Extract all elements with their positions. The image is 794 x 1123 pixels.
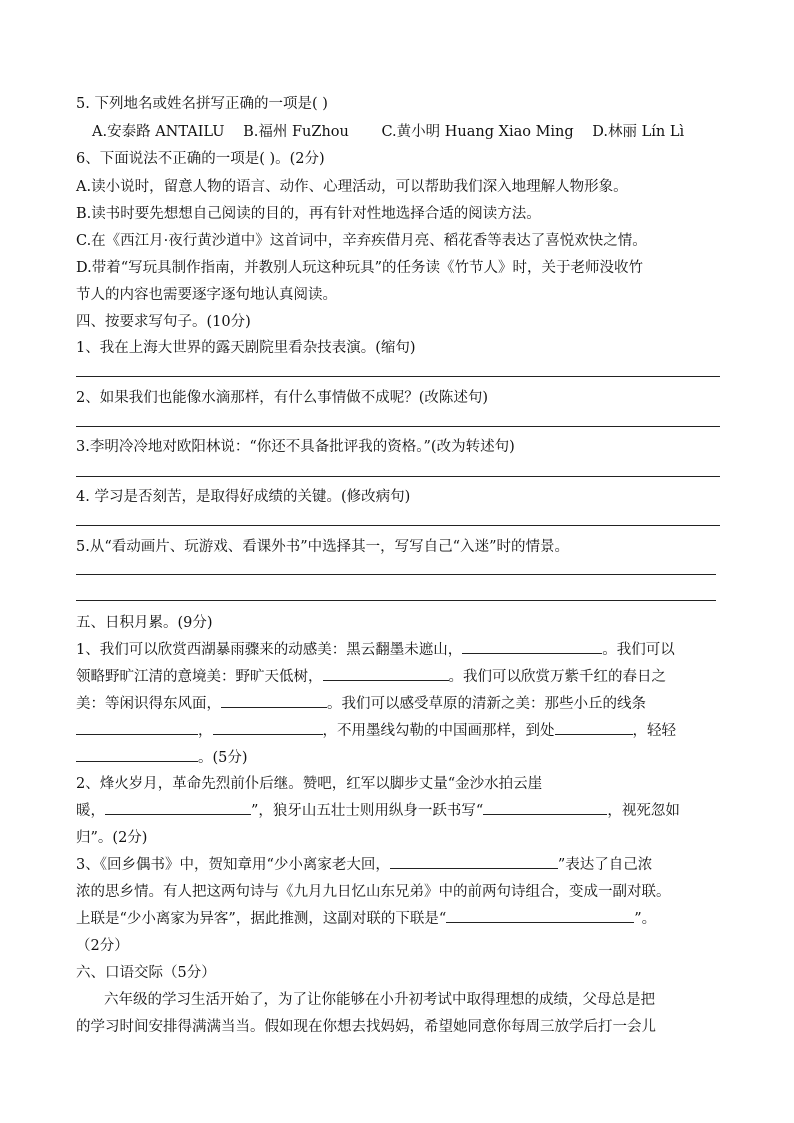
q5-option-b: B.福州 FuZhou — [243, 124, 349, 140]
section6-paragraph-line1: 六年级的学习生活开始了，为了让你能够在小升初考试中取得理想的成绩，父母总是把 — [104, 992, 655, 1008]
answer-line-4-3[interactable] — [76, 476, 720, 477]
fill-blank-1[interactable] — [462, 639, 602, 654]
q6-option-d-line2: 节人的内容也需要逐字逐句地认真阅读。 — [76, 287, 337, 303]
answer-line-4-5b[interactable] — [76, 600, 716, 601]
text: 暖， — [76, 803, 105, 819]
section4-item-3: 3.李明冷冷地对欧阳林说：“你还不具备批评我的资格。”(改为转述句) — [76, 439, 515, 455]
section4-item-2: 2、如果我们也能像水滴那样，有什么事情做不成呢？(改陈述句) — [76, 390, 489, 406]
text: ”表达了自己浓 — [557, 857, 653, 873]
section5-q2-line1: 2、烽火岁月，革命先烈前仆后继。赞吧，红军以脚步丈量“金沙水拍云崖 — [76, 776, 543, 792]
text: 1、我们可以欣赏西湖暴雨骤来的动感美：黑云翻墨未遮山， — [76, 642, 463, 658]
section4-title: 四、按要求写句子。(10分) — [76, 314, 251, 330]
section4-item-5: 5.从“看动画片、玩游戏、看课外书”中选择其一，写写自己“入迷”时的情景。 — [76, 539, 569, 555]
answer-line-4-2[interactable] — [76, 426, 720, 427]
section5-q1-line3 — [76, 692, 646, 713]
section6-title: 六、口语交际（5分） — [76, 965, 216, 981]
text: 领略野旷江清的意境美：野旷天低树， — [76, 669, 323, 685]
section5-q3-line3 — [76, 907, 656, 928]
q6-stem: 6、下面说法不正确的一项是( )。(2分) — [76, 151, 325, 167]
q5-option-d: D.林丽 Lín Lì — [592, 124, 685, 140]
section4-item-4: 4. 学习是否刻苦，是取得好成绩的关键。(修改病句) — [76, 489, 411, 505]
section5-q2-line2 — [76, 799, 680, 820]
fill-blank-7[interactable] — [76, 747, 198, 762]
answer-line-4-4[interactable] — [76, 525, 720, 526]
text: ， — [198, 723, 213, 739]
text: ，轻轻 — [632, 723, 676, 739]
q5-option-a: A.安泰路 ANTAILU — [92, 124, 225, 140]
text: ”，狼牙山五壮士则用纵身一跃书写“ — [251, 803, 484, 819]
section5-q1-line2 — [76, 665, 666, 686]
text: 。我们可以欣赏万紫千红的春日之 — [448, 669, 666, 685]
q6-option-a: A.读小说时，留意人物的语言、动作、心理活动，可以帮助我们深入地理解人物形象。 — [76, 179, 628, 195]
fill-blank-9[interactable] — [483, 800, 607, 815]
fill-blank-6[interactable] — [555, 720, 633, 735]
text: ，视死忽如 — [607, 803, 680, 819]
section5-q3-line4: （2分） — [76, 938, 129, 954]
fill-blank-5[interactable] — [213, 720, 323, 735]
q5-stem: 5. 下列地名或姓名拼写正确的一项是( ) — [76, 96, 328, 112]
q5-options — [92, 120, 684, 141]
q6-option-c: C.在《西江月·夜行黄沙道中》这首词中，辛弃疾借月亮、稻花香等表达了喜悦欢快之情。 — [76, 233, 647, 249]
section5-q3-line2: 浓的思乡情。有人把这两句诗与《九月九日忆山东兄弟》中的前两句诗组合，变成一副对联。 — [76, 884, 671, 900]
section5-q1-line1 — [76, 638, 675, 659]
section5-q2-line3: 归”。(2分) — [76, 830, 148, 846]
answer-line-4-1[interactable] — [76, 376, 720, 377]
section4-item-1: 1、我在上海大世界的露天剧院里看杂技表演。(缩句) — [76, 340, 416, 356]
fill-blank-4[interactable] — [76, 720, 198, 735]
text: ，不用墨线勾勒的中国画那样，到处 — [322, 723, 555, 739]
text: 上联是“少小离家为异客”，据此推测，这副对联的下联是“ — [76, 911, 447, 927]
section6-paragraph-line2: 的学习时间安排得满满当当。假如现在你想去找妈妈，希望她同意你每周三放学后打一会儿 — [76, 1019, 656, 1035]
section5-title: 五、日积月累。(9分) — [76, 615, 213, 631]
fill-blank-11[interactable] — [446, 908, 634, 923]
answer-line-4-5a[interactable] — [76, 574, 716, 575]
q6-option-d-line1: D.带着“写玩具制作指南，并教别人玩这种玩具”的任务读《竹节人》时，关于老师没收竹 — [76, 260, 644, 276]
text: 美：等闲识得东风面， — [76, 696, 221, 712]
section5-q3-line1 — [76, 853, 652, 874]
fill-blank-10[interactable] — [390, 854, 558, 869]
fill-blank-2[interactable] — [323, 666, 449, 681]
fill-blank-3[interactable] — [221, 693, 327, 708]
fill-blank-8[interactable] — [105, 800, 251, 815]
text: 3、《回乡偶书》中，贺知章用“少小离家老大回， — [76, 857, 390, 873]
q5-option-c: C.黄小明 Huang Xiao Ming — [381, 124, 574, 140]
q6-option-b: B.读书时要先想想自己阅读的目的，再有针对性地选择合适的阅读方法。 — [76, 206, 541, 222]
text: 。(5分) — [198, 750, 248, 766]
section5-q1-line5 — [76, 746, 248, 767]
text: ”。 — [634, 911, 657, 927]
text: 。我们可以感受草原的清新之美：那些小丘的线条 — [327, 696, 646, 712]
text: 。我们可以 — [602, 642, 675, 658]
section5-q1-line4 — [76, 719, 676, 740]
